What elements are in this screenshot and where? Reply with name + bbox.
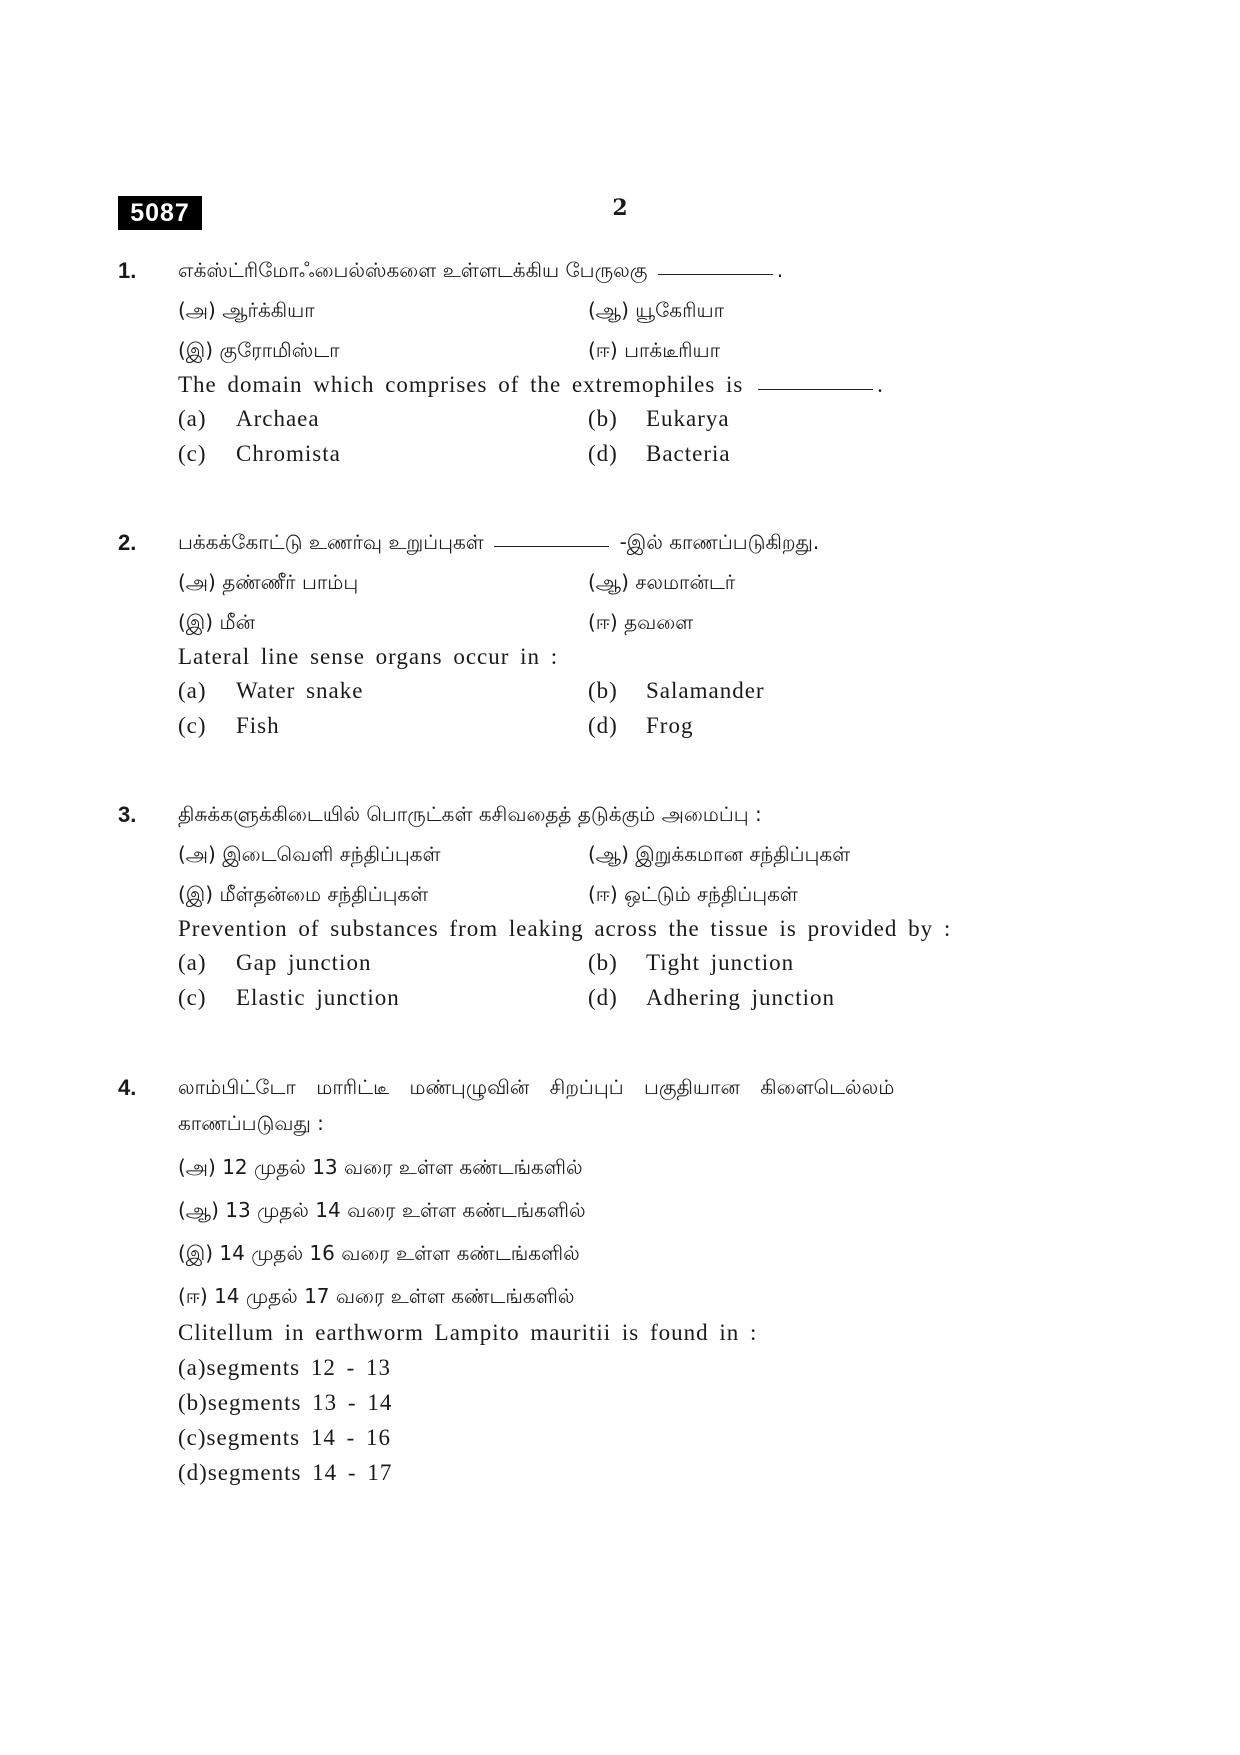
option-a-tamil: (அ) இடைவெளி சந்திப்புகள் bbox=[178, 842, 441, 866]
option-b-tamil: (ஆ) இறுக்கமான சந்திப்புகள் bbox=[588, 842, 851, 866]
option-c-english: (c) Chromista bbox=[178, 441, 341, 466]
option-d-english: (d) Frog bbox=[588, 713, 694, 738]
question-number: 4. bbox=[118, 1075, 137, 1100]
option-c-english: (c) Elastic junction bbox=[178, 985, 400, 1010]
answer-blank bbox=[758, 388, 873, 390]
option-c-english: (c)segments 14 - 16 bbox=[178, 1425, 392, 1450]
question-stem-english: Prevention of substances from leaking across the tissue is provided by : bbox=[178, 916, 952, 941]
answer-blank bbox=[658, 273, 773, 275]
option-c-tamil: (இ) குரோமிஸ்டா bbox=[178, 338, 340, 362]
question-stem-tamil-line-2: காணப்படுவது : bbox=[178, 1111, 324, 1135]
option-b-tamil: (ஆ) யூகேரியா bbox=[588, 298, 725, 322]
question-stem-english: The domain which comprises of the extremophiles is . bbox=[178, 372, 884, 397]
option-a-tamil: (அ) ஆர்க்கியா bbox=[178, 298, 315, 322]
option-b-english: (b) Salamander bbox=[588, 678, 765, 703]
option-b-tamil: (ஆ) சலமான்டர் bbox=[588, 570, 736, 594]
option-a-tamil: (அ) 12 முதல் 13 வரை உள்ள கண்டங்களில் bbox=[178, 1155, 583, 1179]
page-number: 2 bbox=[612, 195, 628, 221]
question-number: 3. bbox=[118, 802, 137, 827]
option-c-tamil: (இ) மீன் bbox=[178, 610, 255, 634]
option-b-english: (b) Tight junction bbox=[588, 950, 795, 975]
question-stem-tamil: திசுக்களுக்கிடையில் பொருட்கள் கசிவதைத் தடுக்கும் அமைப்பு : bbox=[178, 802, 762, 826]
option-b-english: (b) Eukarya bbox=[588, 406, 730, 431]
option-a-tamil: (அ) தண்ணீர் பாம்பு bbox=[178, 570, 359, 594]
option-a-english: (a) Water snake bbox=[178, 678, 364, 703]
option-d-english: (d)segments 14 - 17 bbox=[178, 1460, 393, 1485]
option-b-english: (b)segments 13 - 14 bbox=[178, 1390, 393, 1415]
option-a-english: (a) Archaea bbox=[178, 406, 320, 431]
question-stem-tamil-line-1: லாம்பிட்டோ மாரிட்டீ மண்புழுவின் சிறப்புப் பகுதியான கிளைடெல்லம் bbox=[178, 1075, 895, 1099]
option-a-english: (a) Gap junction bbox=[178, 950, 372, 975]
option-a-english: (a)segments 12 - 13 bbox=[178, 1355, 392, 1380]
answer-blank bbox=[494, 545, 609, 547]
question-stem-tamil: எக்ஸ்ட்ரிமோஃபைல்ஸ்களை உள்ளடக்கிய பேருலகு . bbox=[178, 258, 784, 282]
option-c-english: (c) Fish bbox=[178, 713, 280, 738]
option-d-tamil: (ஈ) தவளை bbox=[588, 610, 694, 634]
option-d-tamil: (ஈ) ஒட்டும் சந்திப்புகள் bbox=[588, 882, 798, 906]
question-number: 1. bbox=[118, 258, 137, 283]
question-stem-tamil: பக்கக்கோட்டு உணர்வு உறுப்புகள் -இல் காணப்படுகிறது. bbox=[178, 530, 820, 554]
question-number: 2. bbox=[118, 530, 137, 555]
question-stem-english: Lateral line sense organs occur in : bbox=[178, 644, 559, 669]
option-d-tamil: (ஈ) பாக்டீரியா bbox=[588, 338, 721, 362]
question-stem-english: Clitellum in earthworm Lampito mauritii is found in : bbox=[178, 1320, 758, 1345]
option-d-tamil: (ஈ) 14 முதல் 17 வரை உள்ள கண்டங்களில் bbox=[178, 1284, 575, 1308]
paper-code-badge: 5087 bbox=[118, 196, 202, 230]
option-d-english: (d) Adhering junction bbox=[588, 985, 835, 1010]
option-d-english: (d) Bacteria bbox=[588, 441, 731, 466]
option-b-tamil: (ஆ) 13 முதல் 14 வரை உள்ள கண்டங்களில் bbox=[178, 1198, 586, 1222]
option-c-tamil: (இ) 14 முதல் 16 வரை உள்ள கண்டங்களில் bbox=[178, 1241, 580, 1265]
option-c-tamil: (இ) மீள்தன்மை சந்திப்புகள் bbox=[178, 882, 429, 906]
